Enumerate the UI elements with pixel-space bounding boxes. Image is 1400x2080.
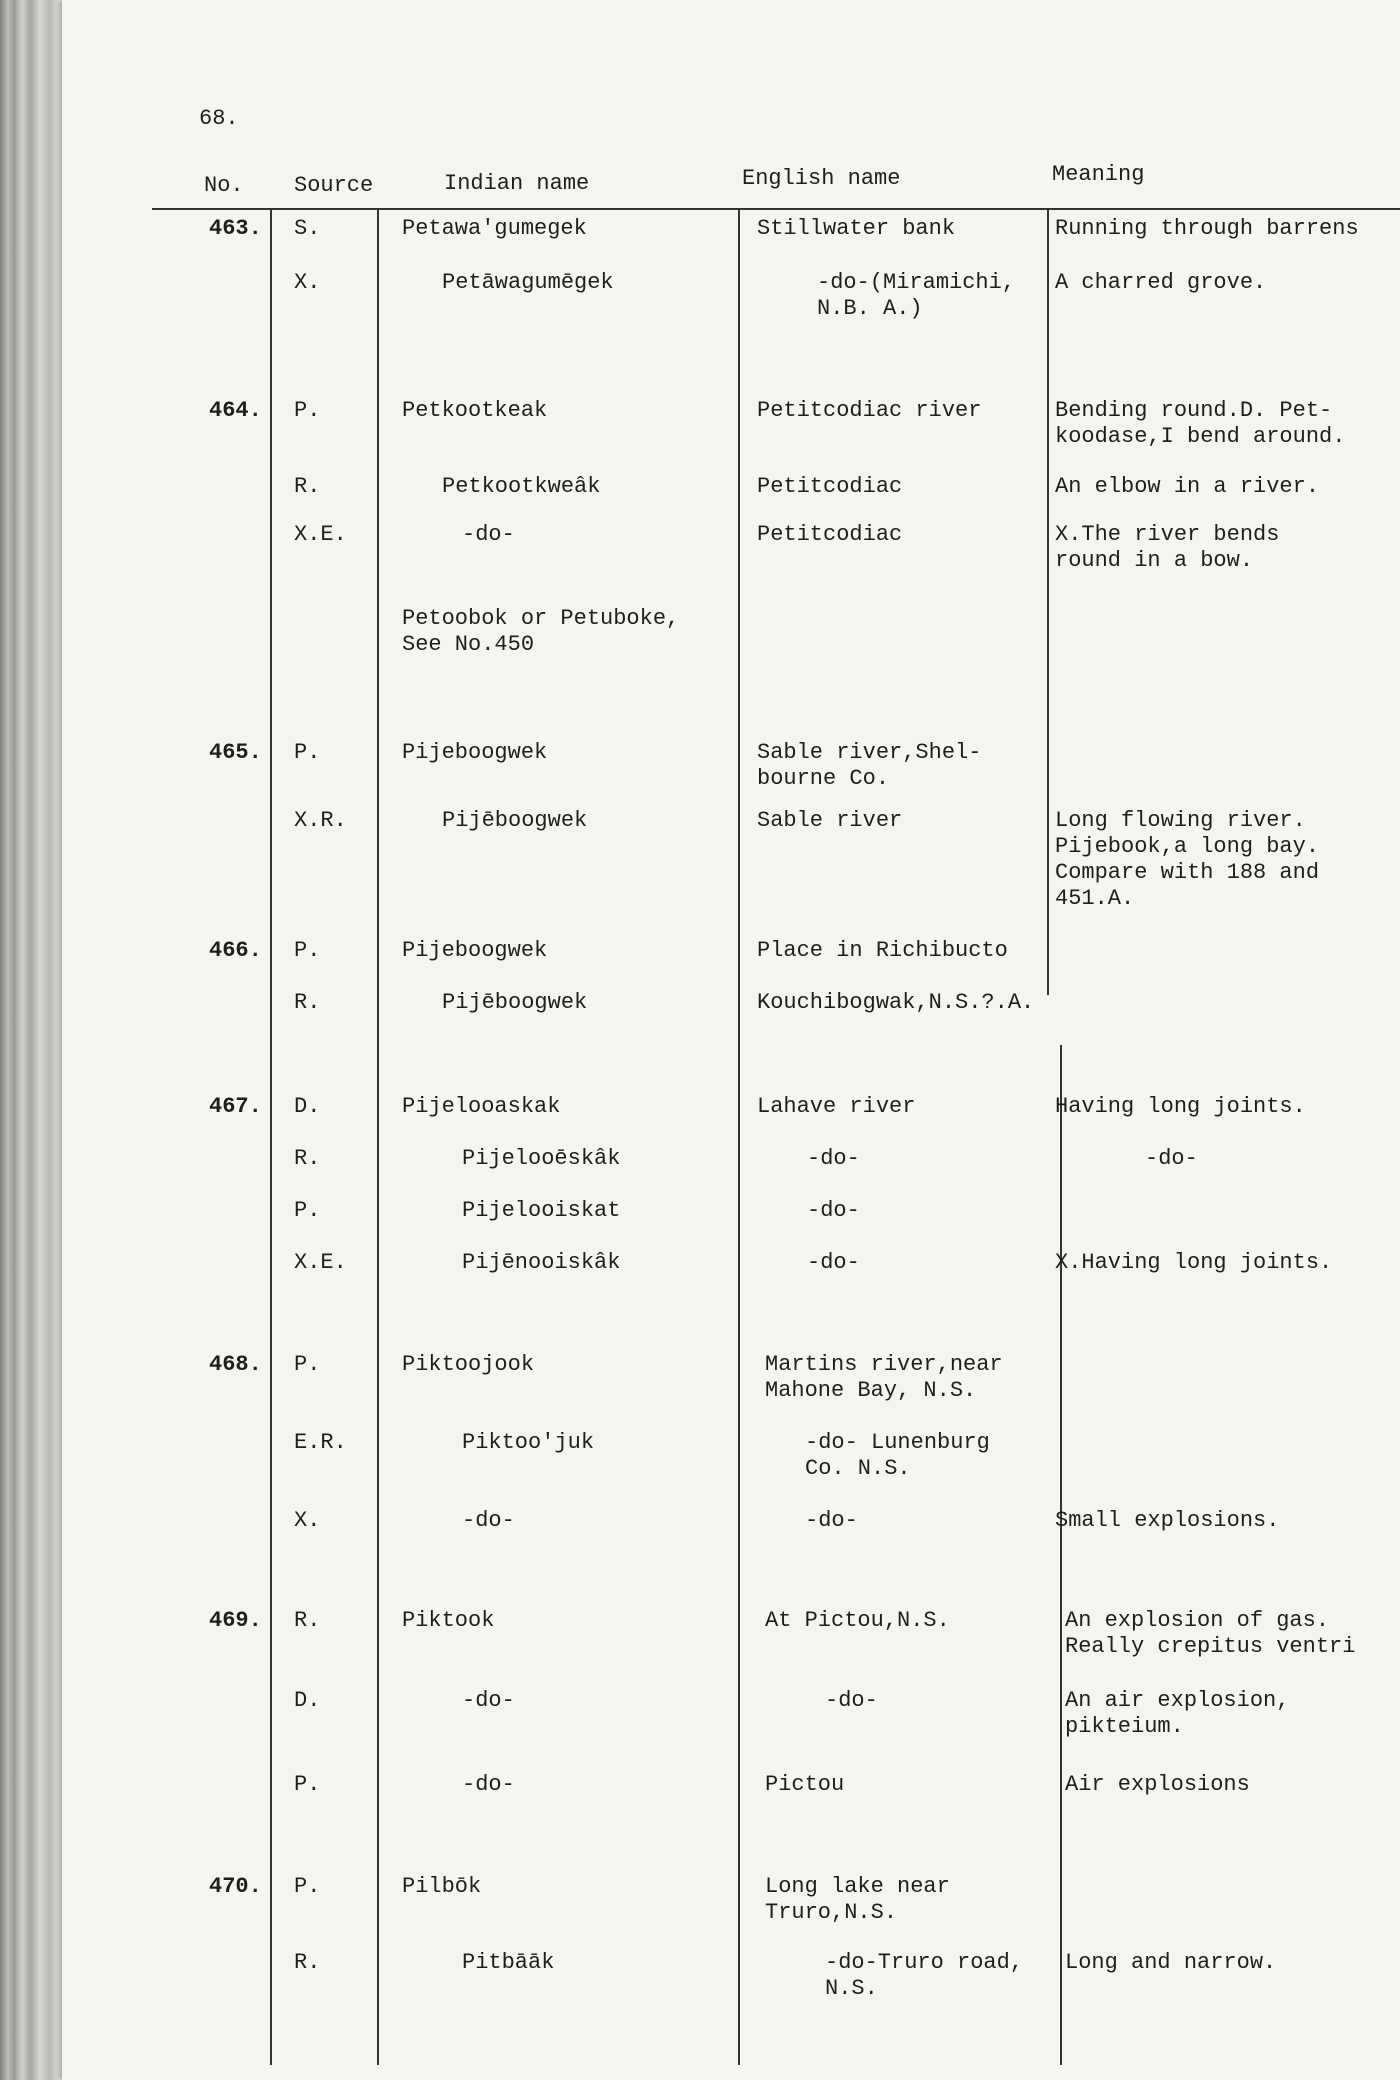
entry-meaning: Running through barrens [1055,216,1359,241]
entry-english-name: -do- [807,1250,860,1275]
entry-meaning: Long flowing river. Pijebook,a long bay. Compare with 188 and 451.A. [1055,808,1320,911]
entry-meaning: Long and narrow. [1065,1950,1277,1975]
entry-indian-name: Pijēnooiskâk [462,1250,621,1275]
entry-meaning: Air explosions [1065,1772,1250,1797]
entry-indian-name: Piktook [402,1608,495,1633]
entry-indian-name: Pilbōk [402,1874,482,1899]
entry-source: S. [294,216,321,241]
header-indian-name: Indian name [444,171,590,196]
entry-meaning: An elbow in a river. [1055,474,1320,499]
entry-indian-name: -do- [462,1508,515,1533]
column-rule-source [377,210,379,2065]
entry-english-name: -do-Truro road, N.S. [825,1950,1024,2001]
page-number: 68. [199,106,239,131]
entry-indian-name: Pitbāāk [462,1950,555,1975]
entry-source: P. [294,398,321,423]
entry-english-name: At Pictou,N.S. [765,1608,950,1633]
entry-source: D. [294,1688,321,1713]
entry-english-name: Sable river [757,808,903,833]
entry-english-name: Petitcodiac river [757,398,982,423]
entry-english-name: Stillwater bank [757,216,956,241]
entry-indian-name: Petkootkweâk [442,474,601,499]
entry-meaning: X.The river bends round in a bow. [1055,522,1280,573]
entry-number: 468. [209,1352,262,1377]
entry-indian-name: Pijelooaskak [402,1094,561,1119]
entry-source: X.R. [294,808,347,833]
entry-english-name: Long lake near Truro,N.S. [765,1874,950,1925]
entry-indian-name: -do- [462,522,515,547]
entry-source: R. [294,474,321,499]
entry-indian-name: Pijeboogwek [402,938,548,963]
header-rule [152,208,1400,210]
entry-english-name: Pictou [765,1772,845,1797]
entry-source: R. [294,1608,321,1633]
entry-meaning: Having long joints. [1055,1094,1306,1119]
entry-indian-name: Piktoo'juk [462,1430,595,1455]
entry-english-name: -do- Lunenburg Co. N.S. [805,1430,990,1481]
entry-meaning: A charred grove. [1055,270,1267,295]
column-rule-english-upper [1047,210,1049,995]
entry-english-name: -do- [807,1198,860,1223]
header-english-name: English name [742,166,901,191]
entry-number: 469. [209,1608,262,1633]
entry-english-name: -do- [807,1146,860,1171]
header-source: Source [294,173,374,198]
entry-source: R. [294,1950,321,1975]
entry-meaning: An explosion of gas. Really crepitus ventri [1065,1608,1356,1659]
entry-english-name: -do-(Miramichi, N.B. A.) [817,270,1016,321]
entry-english-name: Petitcodiac [757,474,903,499]
entry-indian-name: -do- [462,1772,515,1797]
column-rule-english-lower [1060,1045,1062,2065]
column-rule-no [270,210,272,2065]
header-meaning: Meaning [1052,162,1145,187]
entry-english-name: Lahave river [757,1094,916,1119]
entry-source: P. [294,1352,321,1377]
entry-indian-name: Pijelooēskâk [462,1146,621,1171]
entry-meaning: Small explosions. [1055,1508,1280,1533]
entry-source: X. [294,270,321,295]
entry-indian-name: Pijēboogwek [442,808,588,833]
entry-source: P. [294,1772,321,1797]
entry-english-name: Petitcodiac [757,522,903,547]
entry-english-name: Martins river,near Mahone Bay, N.S. [765,1352,1003,1403]
entry-meaning: An air explosion, pikteium. [1065,1688,1290,1739]
entry-english-name: -do- [825,1688,878,1713]
entry-meaning: -do- [1145,1146,1198,1171]
entry-source: R. [294,1146,321,1171]
entry-source: P. [294,1874,321,1899]
entry-source: P. [294,938,321,963]
entry-number: 466. [209,938,262,963]
entry-source: P. [294,1198,321,1223]
entry-indian-name: Pijēboogwek [442,990,588,1015]
entry-english-name: Sable river,Shel- bourne Co. [757,740,982,791]
entry-indian-name: -do- [462,1688,515,1713]
entry-source: X.E. [294,522,347,547]
entry-number: 470. [209,1874,262,1899]
entry-source: D. [294,1094,321,1119]
entry-indian-name: Pijeboogwek [402,740,548,765]
entry-english-name: Kouchibogwak,N.S.?.A. [757,990,1035,1015]
entry-indian-name: Petāwagumēgek [442,270,614,295]
entry-indian-name: Petoobok or Petuboke, See No.450 [402,606,680,657]
entry-number: 465. [209,740,262,765]
entry-english-name: Place in Richibucto [757,938,1008,963]
entry-source: X. [294,1508,321,1533]
entry-meaning: Bending round.D. Pet- koodase,I bend around. [1055,398,1346,449]
entry-meaning: X.Having long joints. [1055,1250,1333,1275]
column-rule-indian [738,210,740,2065]
entry-indian-name: Pijelooiskat [462,1198,621,1223]
entry-number: 467. [209,1094,262,1119]
page-stack-edge [0,0,70,2080]
entry-source: X.E. [294,1250,347,1275]
document-page [62,0,1400,2080]
entry-source: E.R. [294,1430,347,1455]
header-no: No. [204,173,244,198]
entry-indian-name: Piktoojook [402,1352,535,1377]
entry-number: 463. [209,216,262,241]
entry-source: R. [294,990,321,1015]
entry-number: 464. [209,398,262,423]
entry-indian-name: Petkootkeak [402,398,548,423]
entry-indian-name: Petawa'gumegek [402,216,587,241]
entry-source: P. [294,740,321,765]
entry-english-name: -do- [805,1508,858,1533]
